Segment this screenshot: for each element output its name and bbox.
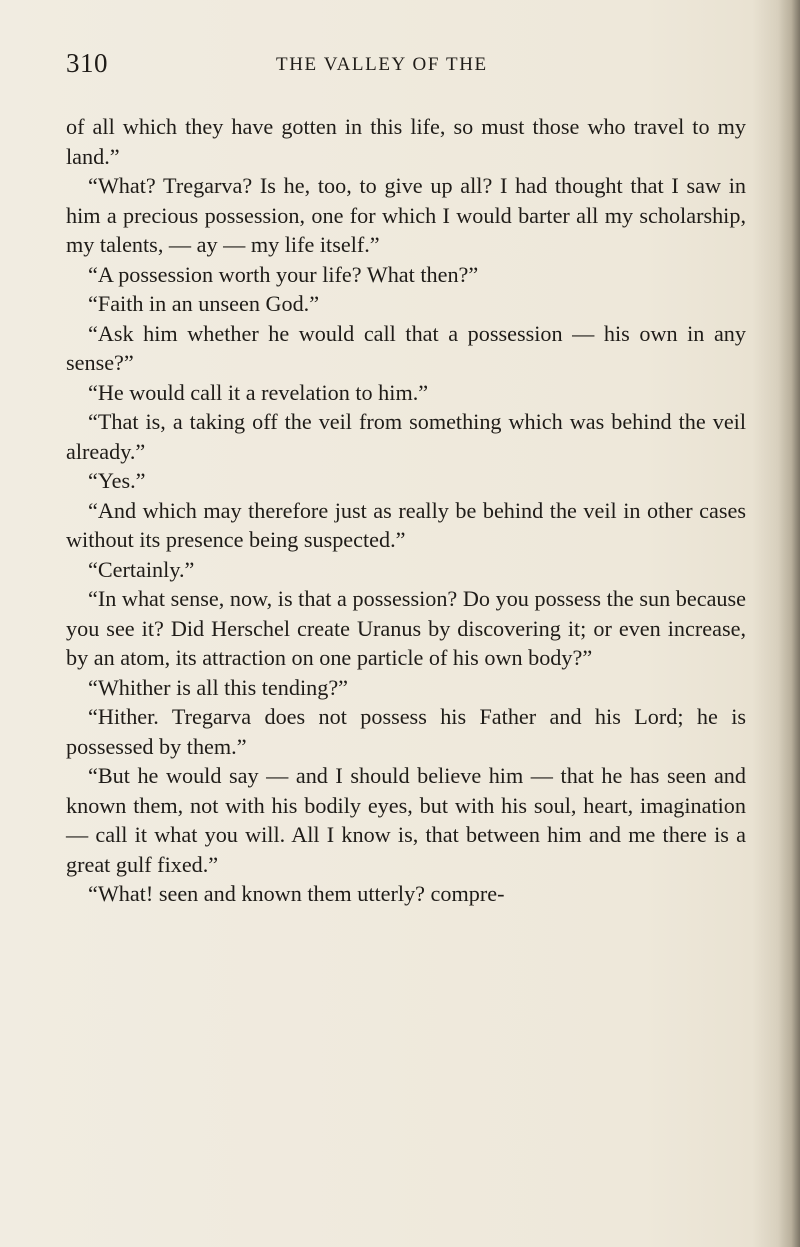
paragraph: “And which may therefore just as really be behind the veil in other cases without its presence being suspected.” xyxy=(66,497,746,552)
paragraph: “That is, a taking off the veil from something which was behind the veil already.” xyxy=(66,409,746,464)
paragraph: “But he would say — and I should believe him — that he has seen and known them, not with his bodily eyes, but with his soul, heart, imagination — call it what you will. All I know is, that between him and me there is a great gulf fixed.” xyxy=(66,763,746,877)
paragraph: “Certainly.” xyxy=(88,556,195,582)
paragraph: “A possession worth your life? What then?” xyxy=(88,261,479,287)
running-title: THE VALLEY OF THE xyxy=(276,54,488,75)
paragraph: “He would call it a revelation to him.” xyxy=(88,379,429,405)
paragraph: “What! seen and known them utterly? compre- xyxy=(88,881,505,906)
page-edge-shadow xyxy=(778,0,800,1247)
paragraph: “Whither is all this tending?” xyxy=(88,674,349,700)
body-text xyxy=(66,112,746,909)
paragraph: “Faith in an unseen God.” xyxy=(88,291,320,316)
running-head xyxy=(66,44,756,84)
paragraph: “What? Tregarva? Is he, too, to give up all? I had thought that I saw in him a precious possession, one for which I would barter all my scholarship, my talents, — ay — my life itself.” xyxy=(66,173,746,257)
paragraph: “Hither. Tregarva does not possess his Father and his Lord; he is possessed by them.” xyxy=(66,704,746,759)
paragraph: “Ask him whether he would call that a possession — his own in any sense?” xyxy=(66,320,746,375)
paragraph: “Yes.” xyxy=(88,468,146,493)
page-number: 310 xyxy=(66,48,108,78)
paragraph: “In what sense, now, is that a possession? Do you possess the sun because you see it? Did Herschel create Uranus by discovering it; or even increase, by an atom, its attraction on one particle of his own body?” xyxy=(66,586,746,670)
paragraph: of all which they have gotten in this life, so must those who travel to my land.” xyxy=(66,114,746,169)
